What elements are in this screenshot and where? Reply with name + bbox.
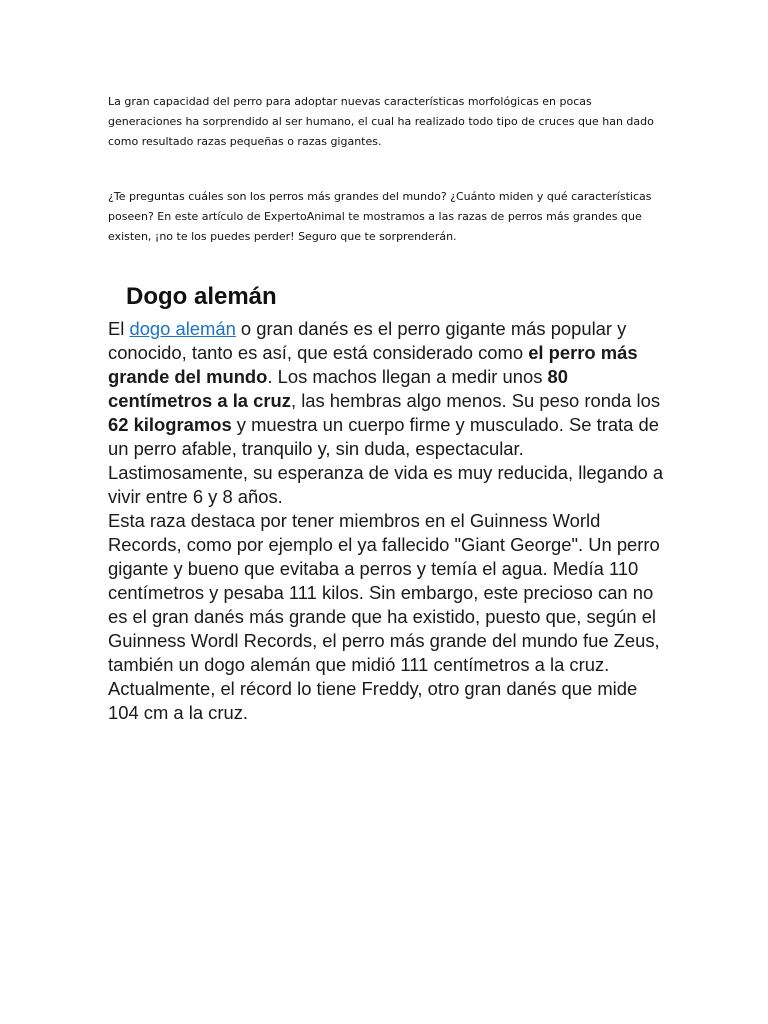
intro-paragraph-1: La gran capacidad del perro para adoptar nuevas características morfológicas en pocas generaciones ha sorprendido al ser humano, el cual ha realizado todo tipo de cruces que han dado como resultado razas pequeñas o razas gigantes. (108, 95, 654, 148)
bold-phrase: 80 centímetros a la cruz (108, 366, 568, 411)
body-paragraph-1 (108, 317, 664, 509)
bold-phrase: 62 kilogramos (108, 414, 232, 435)
text-run: El (108, 318, 130, 339)
bold-phrase: el perro más grande del mundo (108, 342, 638, 387)
body-paragraph-2: Esta raza destaca por tener miembros en el Guinness World Records, como por ejemplo el ya fallecido "Giant George". Un perro gigante y bueno que evitaba a perros y temía el agua. Medía 110 centímetros y pesaba 111 kilos. Sin embargo, este precioso can no es el gran danés más grande que ha existido, puesto que, según el Guinness Wordl Records, el perro más grande del mundo fue Zeus, también un dogo alemán que midió 111 centímetros a la cruz. Actualmente, el récord lo tiene Freddy, otro gran danés que mide 104 cm a la cruz. (108, 510, 660, 723)
dogo-aleman-link[interactable]: dogo alemán (129, 318, 236, 339)
section-heading: Dogo alemán (126, 283, 277, 310)
intro-paragraph-2: ¿Te preguntas cuáles son los perros más grandes del mundo? ¿Cuánto miden y qué características poseen? En este artículo de ExpertoAnimal te mostramos a las razas de perros más grandes que existen, ¡no te los puedes perder! Seguro que te sorprenderán. (108, 190, 652, 243)
text-run: . Los machos llegan a medir unos (267, 366, 548, 387)
text-run: o gran danés es el perro gigante más popular y conocido, tanto es así, que está considerado como (108, 318, 627, 363)
text-run: y muestra un cuerpo firme y musculado. Se trata de un perro afable, tranquilo y, sin duda, espectacular. Lastimosamente, su esperanza de vida es muy reducida, llegando a vivir entre 6 y 8 años. (108, 414, 664, 507)
text-run: , las hembras algo menos. Su peso ronda los (290, 390, 661, 411)
